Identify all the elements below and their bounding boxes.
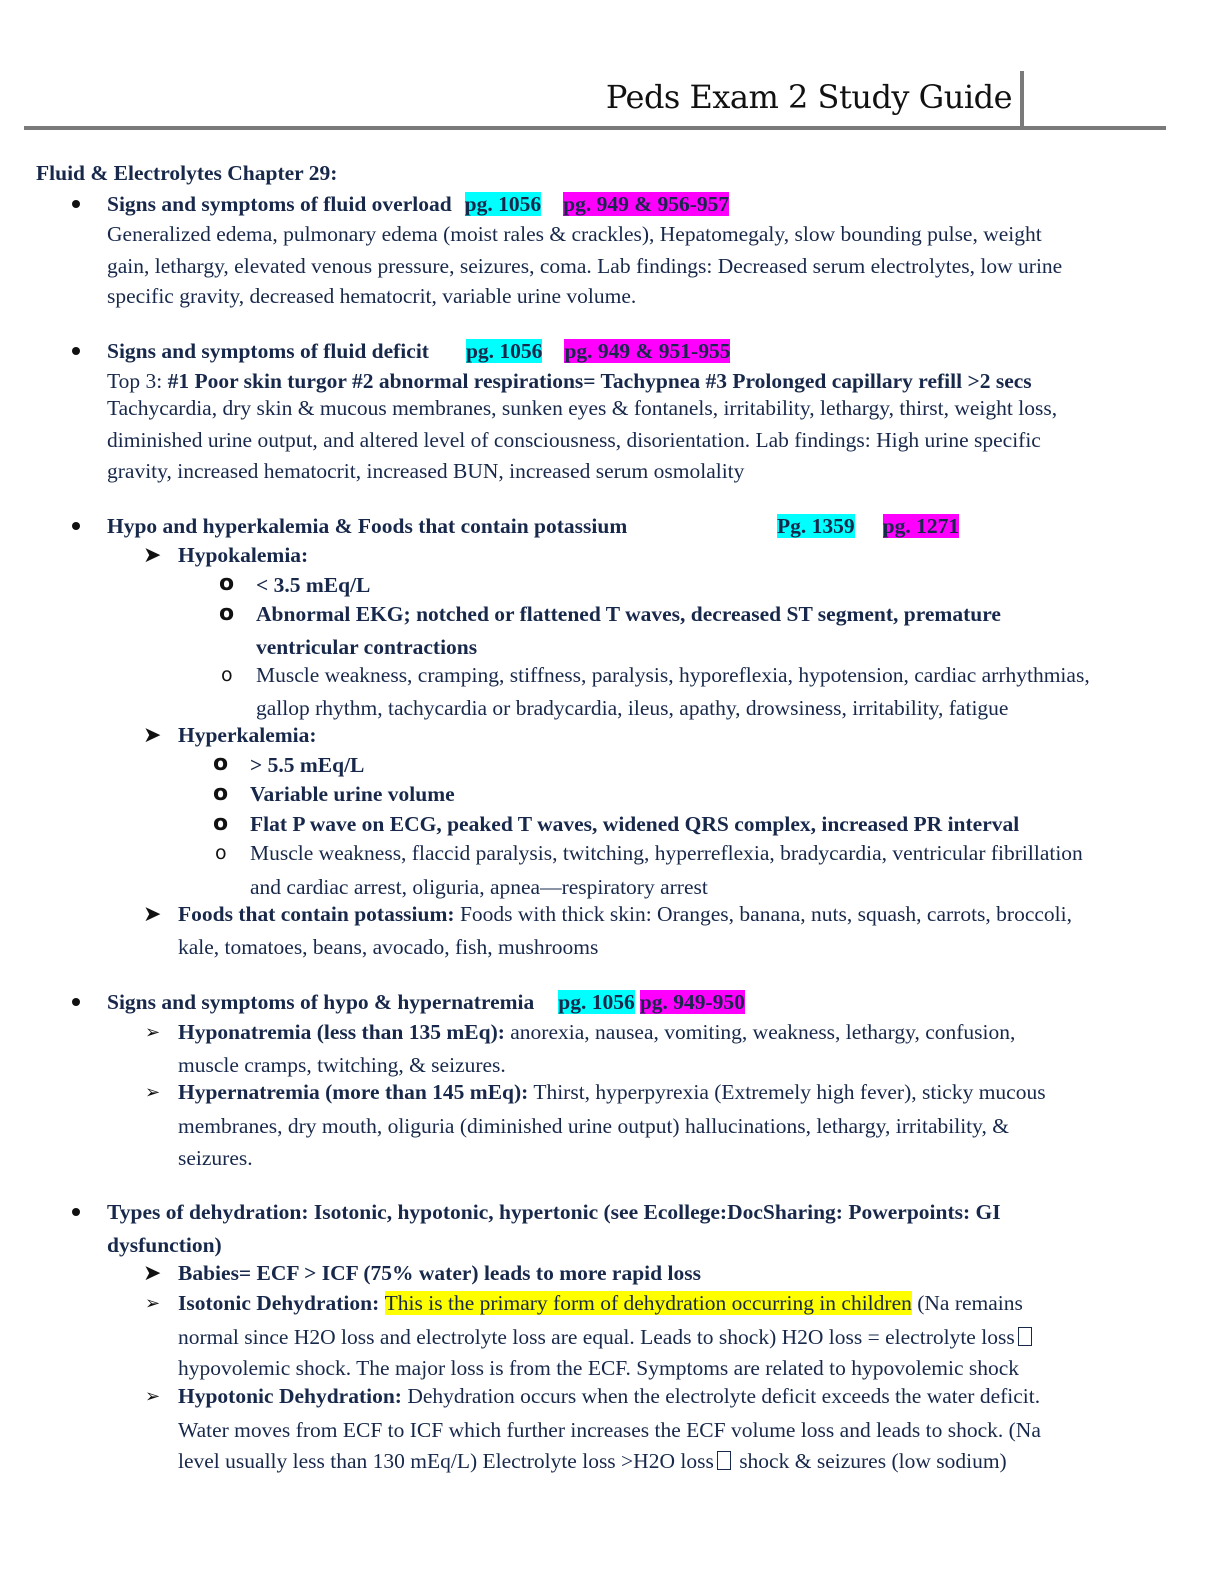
section-title: Fluid & Electrolytes Chapter 29:	[36, 161, 338, 185]
potassium-ref-1: Pg. 1359	[777, 514, 855, 538]
deficit-body-1: Tachycardia, dry skin & mucous membranes, sunken eyes & fontanels, irritability, lethargy, thirst, weight loss,	[107, 396, 1058, 420]
dehydration-heading-1: Types of dehydration: Isotonic, hypotonic, hypertonic (see Ecollege:DocSharing: Powerpoints: GI	[107, 1200, 1001, 1224]
hyponatremia-line-1	[178, 1019, 1015, 1045]
hypokalemia-item-2a: Abnormal EKG; notched or flattened T waves, decreased ST segment, premature	[256, 602, 1001, 626]
isotonic-highlight: This is the primary form of dehydration occurring in children	[384, 1291, 912, 1315]
deficit-body-2: diminished urine output, and altered level of consciousness, disorientation. Lab findings: High urine specific	[107, 428, 1041, 452]
deficit-heading-line	[107, 338, 730, 364]
hypokalemia-label: Hypokalemia:	[178, 543, 309, 567]
overload-heading-line	[107, 191, 729, 217]
arrow-bullet-icon: ➢	[145, 1293, 161, 1313]
page-header	[0, 0, 1224, 140]
deficit-top3-label: Top 3:	[107, 369, 168, 393]
hyperkalemia-item-4b: and cardiac arrest, oliguria, apnea—respiratory arrest	[250, 875, 708, 899]
hyperkalemia-label: Hyperkalemia:	[178, 723, 317, 747]
hypernatremia-line-1	[178, 1079, 1046, 1105]
dehydration-heading-2: dysfunction)	[107, 1233, 222, 1257]
hypotonic-text-3b: shock & seizures (low sodium)	[733, 1449, 1007, 1473]
potassium-ref-2: pg. 1271	[882, 514, 960, 538]
arrow-bullet-icon: ➢	[145, 1082, 161, 1102]
arrow-bullet-icon: ➤	[143, 901, 162, 926]
hyperkalemia-item-2: Variable urine volume	[250, 782, 455, 806]
circle-bullet-icon: o	[219, 571, 235, 596]
arrow-bullet-icon: ➤	[143, 722, 162, 747]
isotonic-line-2	[178, 1324, 1035, 1350]
circle-bullet-icon: o	[215, 842, 227, 864]
foods-label: Foods that contain potassium:	[178, 902, 455, 926]
page-title: Peds Exam 2 Study Guide	[605, 78, 1012, 116]
missing-glyph-box-icon	[1018, 1327, 1032, 1346]
isotonic-text-2: normal since H2O loss and electrolyte loss are equal. Leads to shock) H2O loss = electrolyte loss	[178, 1325, 1015, 1349]
hyperkalemia-item-1: > 5.5 mEq/L	[250, 753, 365, 777]
circle-bullet-icon: o	[219, 601, 235, 626]
potassium-heading: Hypo and hyperkalemia & Foods that contain potassium	[107, 514, 628, 538]
overload-body-3: specific gravity, decreased hematocrit, variable urine volume.	[107, 284, 637, 308]
foods-line-1	[178, 901, 1072, 927]
isotonic-label: Isotonic Dehydration:	[178, 1291, 385, 1315]
overload-body-2: gain, lethargy, elevated venous pressure, seizures, coma. Lab findings: Decreased serum electrolytes, low urine	[107, 254, 1063, 278]
header-vertical-bar	[1020, 71, 1024, 129]
hypotonic-text-1: Dehydration occurs when the electrolyte deficit exceeds the water deficit.	[407, 1384, 1041, 1408]
hypotonic-label: Hypotonic Dehydration:	[178, 1384, 408, 1408]
sodium-ref-2: pg. 949-950	[639, 990, 745, 1014]
circle-bullet-icon: o	[213, 781, 229, 806]
hyperkalemia-item-4a: Muscle weakness, flaccid paralysis, twitching, hyperreflexia, bradycardia, ventricular fibrillation	[250, 841, 1083, 865]
circle-bullet-icon: o	[221, 664, 233, 686]
hypernatremia-label: Hypernatremia (more than 145 mEq):	[178, 1080, 529, 1104]
bullet-icon	[72, 1208, 80, 1216]
babies-text: Babies= ECF > ICF (75% water) leads to more rapid loss	[178, 1261, 701, 1285]
arrow-bullet-icon: ➤	[143, 542, 162, 567]
potassium-heading-line	[107, 513, 627, 539]
arrow-bullet-icon: ➤	[143, 1260, 162, 1285]
hyponatremia-text-2: muscle cramps, twitching, & seizures.	[178, 1053, 506, 1077]
isotonic-line-1	[178, 1290, 1023, 1316]
hypernatremia-text-2: membranes, dry mouth, oliguria (diminished urine output) hallucinations, lethargy, irritability, &	[178, 1114, 1009, 1138]
hypokalemia-item-3a: Muscle weakness, cramping, stiffness, paralysis, hyporeflexia, hypotension, cardiac arrhythmias,	[256, 663, 1090, 687]
bullet-icon	[72, 998, 80, 1006]
hyponatremia-label: Hyponatremia (less than 135 mEq):	[178, 1020, 505, 1044]
hypernatremia-text-1: Thirst, hyperpyrexia (Extremely high fever), sticky mucous	[528, 1080, 1046, 1104]
deficit-body-3: gravity, increased hematocrit, increased BUN, increased serum osmolality	[107, 459, 745, 483]
deficit-heading: Signs and symptoms of fluid deficit	[107, 339, 429, 363]
overload-ref-2: pg. 949 & 956-957	[563, 192, 730, 216]
arrow-bullet-icon: ➢	[145, 1386, 161, 1406]
bullet-icon	[72, 522, 80, 530]
circle-bullet-icon: o	[213, 751, 229, 776]
foods-text-1: Foods with thick skin: Oranges, banana, nuts, squash, carrots, broccoli,	[454, 902, 1072, 926]
deficit-top3-line	[107, 368, 1032, 394]
hypotonic-text-2: Water moves from ECF to ICF which further increases the ECF volume loss and leads to shock. (Na	[178, 1418, 1041, 1442]
hyperkalemia-item-3: Flat P wave on ECG, peaked T waves, widened QRS complex, increased PR interval	[250, 812, 1020, 836]
hypotonic-line-3	[178, 1448, 1007, 1474]
sodium-ref-1: pg. 1056	[558, 990, 635, 1014]
hypokalemia-item-3b: gallop rhythm, tachycardia or bradycardia, ileus, apathy, drowsiness, irritability, fatigue	[256, 696, 1009, 720]
overload-body-1: Generalized edema, pulmonary edema (moist rales & crackles), Hepatomegaly, slow bounding pulse, weight	[107, 222, 1042, 246]
sodium-heading-line	[107, 989, 745, 1015]
sodium-heading: Signs and symptoms of hypo & hypernatremia	[107, 990, 535, 1014]
potassium-refs	[777, 513, 959, 539]
header-rule	[24, 126, 1166, 130]
bullet-icon	[72, 200, 80, 208]
isotonic-text-1: (Na remains	[911, 1291, 1023, 1315]
hypokalemia-item-2b: ventricular contractions	[256, 635, 478, 659]
hypernatremia-text-3: seizures.	[178, 1146, 253, 1170]
isotonic-text-3: hypovolemic shock. The major loss is from the ECF. Symptoms are related to hypovolemic shock	[178, 1356, 1020, 1380]
missing-glyph-box-icon	[717, 1451, 731, 1470]
hypotonic-line-1	[178, 1383, 1040, 1409]
hyponatremia-text-1: anorexia, nausea, vomiting, weakness, lethargy, confusion,	[504, 1020, 1016, 1044]
arrow-bullet-icon: ➢	[145, 1022, 161, 1042]
deficit-top3-text: #1 Poor skin turgor #2 abnormal respirations= Tachypnea #3 Prolonged capillary refill >2 secs	[167, 369, 1032, 393]
deficit-ref-2: pg. 949 & 951-955	[564, 339, 731, 363]
circle-bullet-icon: o	[213, 811, 229, 836]
overload-heading: Signs and symptoms of fluid overload	[107, 192, 452, 216]
hypokalemia-item-1: < 3.5 mEq/L	[256, 573, 371, 597]
overload-ref-1: pg. 1056	[464, 192, 542, 216]
hypotonic-text-3a: level usually less than 130 mEq/L) Electrolyte loss >H2O loss	[178, 1449, 714, 1473]
bullet-icon	[72, 347, 80, 355]
deficit-ref-1: pg. 1056	[465, 339, 543, 363]
foods-text-2: kale, tomatoes, beans, avocado, fish, mushrooms	[178, 935, 599, 959]
